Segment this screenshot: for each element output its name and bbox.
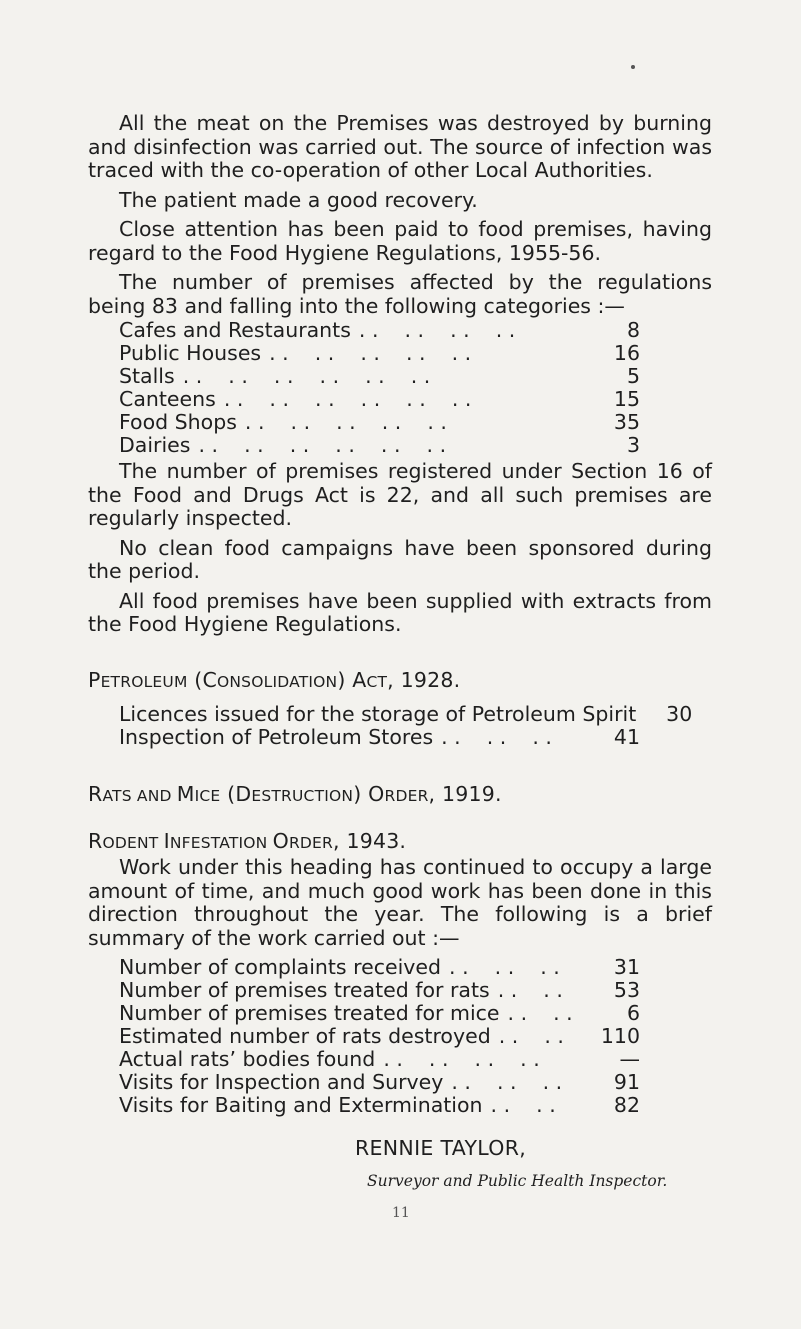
leader-dots: . . . . (497, 979, 563, 1002)
paragraph-rodent-work: Work under this heading has continued to occupy a large amount of time, and much good work has been done in this direction throughout the year. The following is a brief summary of the work carried out :— (88, 855, 712, 950)
page-number: 11 (392, 1205, 410, 1221)
rodent-value: 53 (613, 978, 640, 1002)
rodent-value: 31 (613, 955, 640, 979)
leader-dots: . . . . (507, 1002, 573, 1025)
rodent-row (119, 979, 640, 1002)
petroleum-row (119, 702, 693, 726)
rodent-label: Number of premises treated for rats (119, 978, 490, 1002)
category-value: 3 (626, 433, 640, 457)
category-row (119, 342, 640, 365)
category-value: 8 (626, 318, 640, 342)
rodent-row (119, 1071, 640, 1094)
leader-dots: . . . . (490, 1094, 556, 1117)
leader-dots: . . . . . . . . . . . . (182, 365, 431, 388)
leader-dots: . . . . . . . . . . . . (198, 434, 447, 457)
rodent-label: Number of premises treated for mice (119, 1001, 500, 1025)
petroleum-label: Licences issued for the storage of Petroleum Spirit (119, 702, 637, 726)
rodent-value: — (619, 1047, 640, 1071)
rodent-label: Visits for Baiting and Extermination (119, 1093, 483, 1117)
rats-mice-heading: RATS AND MICE (DESTRUCTION) ORDER, 1919. (88, 782, 502, 806)
paragraph-meat-destroyed: All the meat on the Premises was destroyed by burning and disinfection was carried out. The source of infection was traced with the co-operation of other Local Authorities. (88, 111, 712, 182)
category-value: 15 (613, 387, 640, 411)
rodent-label: Estimated number of rats destroyed (119, 1024, 491, 1048)
paragraph-section-16: The number of premises registered under Section 16 of the Food and Drugs Act is 22, and all such premises are regularly inspected. (88, 459, 712, 530)
categories-table (119, 319, 640, 457)
rodent-row (119, 1094, 640, 1117)
rodent-value: 6 (626, 1001, 640, 1025)
paragraph-extracts: All food premises have been supplied with extracts from the Food Hygiene Regulations. (88, 588, 712, 636)
print-speck (631, 65, 635, 69)
rodent-row (119, 1025, 640, 1048)
category-label: Public Houses (119, 341, 262, 365)
petroleum-row (119, 726, 640, 749)
category-value: 35 (613, 410, 640, 434)
rodent-value: 91 (613, 1070, 640, 1094)
leader-dots: . . . . . . . . (358, 319, 516, 342)
category-label: Canteens (119, 387, 216, 411)
rodent-label: Actual rats’ bodies found (119, 1047, 376, 1071)
leader-dots: . . . . . . . . . . (244, 411, 447, 434)
rodent-summary-table (119, 956, 640, 1117)
rodent-section (88, 856, 712, 950)
category-label: Stalls (119, 364, 175, 388)
leader-dots: . . . . . . . . (383, 1048, 540, 1071)
leader-dots: . . . . (498, 1025, 564, 1048)
category-row (119, 411, 640, 434)
paragraph-clean-food: No clean food campaigns have been sponsored during the period. (88, 535, 712, 583)
category-row (119, 388, 640, 411)
rodent-row (119, 1048, 640, 1071)
category-label: Food Shops (119, 410, 237, 434)
paragraph-premises-count: The number of premises affected by the regulations being 83 and falling into the following categories :— (88, 270, 712, 318)
rodent-value: 82 (613, 1093, 640, 1117)
category-row (119, 434, 640, 457)
petroleum-heading: PETROLEUM (CONSOLIDATION) ACT, 1928. (88, 668, 461, 692)
rodent-label: Visits for Inspection and Survey (119, 1070, 444, 1094)
petroleum-value: 41 (613, 725, 640, 749)
category-label: Cafes and Restaurants (119, 318, 351, 342)
rodent-row (119, 956, 640, 979)
leader-dots: . . . . . . . . . . . . (223, 388, 472, 411)
petroleum-label: Inspection of Petroleum Stores (119, 725, 434, 749)
section16-section (88, 460, 712, 637)
paragraph-food-premises: Close attention has been paid to food premises, having regard to the Food Hygiene Regulations, 1955-56. (88, 217, 712, 265)
rodent-label: Number of complaints received (119, 955, 442, 979)
leader-dots: . . . . . . (451, 1071, 563, 1094)
category-value: 5 (626, 364, 640, 388)
leader-dots: . . . . . . . . . . (269, 342, 472, 365)
rodent-heading: RODENT INFESTATION ORDER, 1943. (88, 829, 407, 853)
paragraph-patient-recovery: The patient made a good recovery. (119, 187, 478, 212)
signature-name: RENNIE TAYLOR, (355, 1136, 527, 1160)
petroleum-table (119, 702, 693, 749)
leader-dots: . . . . . . (441, 726, 552, 749)
petroleum-value: 30 (666, 702, 693, 726)
intro-section (88, 112, 712, 318)
category-value: 16 (613, 341, 640, 365)
signature-title: Surveyor and Public Health Inspector. (367, 1172, 668, 1190)
category-label: Dairies (119, 433, 191, 457)
leader-dots: . . . . . . (449, 956, 560, 979)
rodent-value: 110 (600, 1024, 640, 1048)
category-row (119, 319, 640, 342)
category-row (119, 365, 640, 388)
rodent-row (119, 1002, 640, 1025)
